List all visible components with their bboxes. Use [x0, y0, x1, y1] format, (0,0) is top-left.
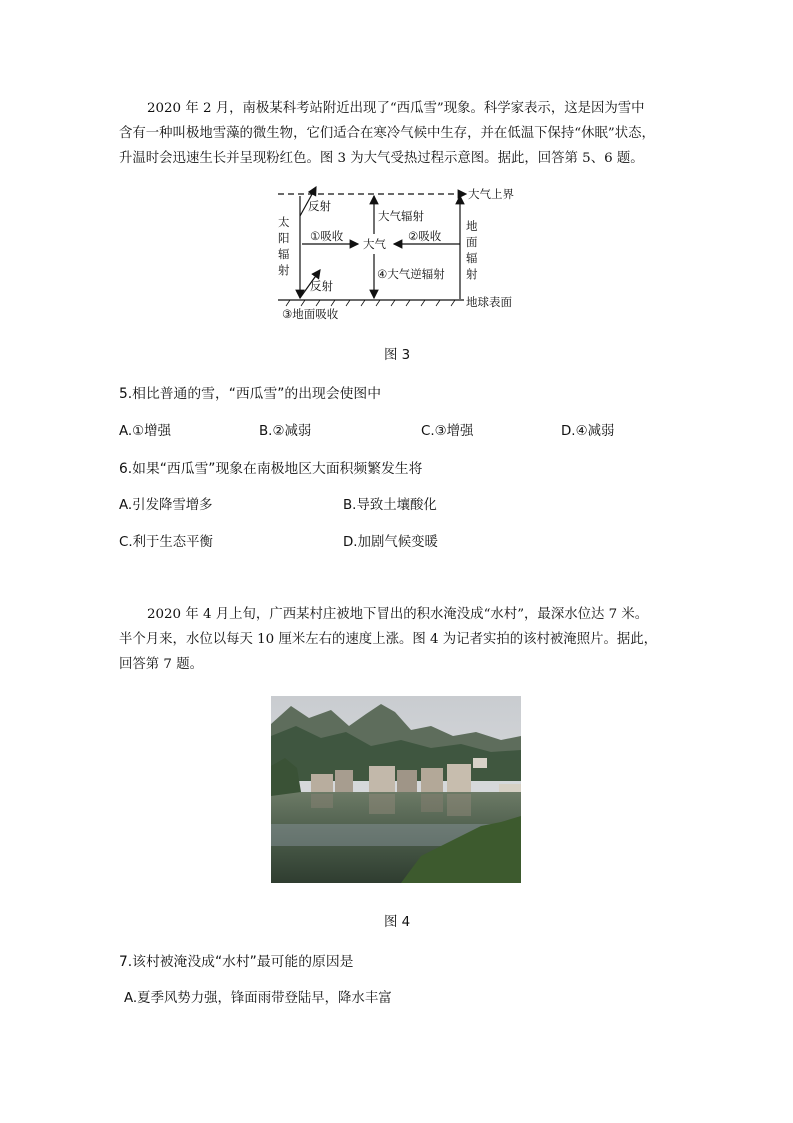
absorb1-label: ①吸收	[310, 229, 344, 243]
q6-option-a: A.引发降雪增多	[119, 498, 213, 513]
ground-char-2: 面	[466, 235, 478, 249]
intro2-line2: 半个月来，水位以每天 10 厘米左右的速度上涨。图 4 为记者实拍的该村被淹照片。据此，	[119, 632, 658, 647]
figure-4-photo	[271, 696, 521, 883]
q6-option-d: D.加剧气候变暖	[343, 535, 438, 550]
top-boundary-label: 大气上界	[468, 187, 514, 201]
counter-radiation-label: ④大气逆辐射	[377, 267, 445, 281]
solar-char-2: 阳	[278, 231, 290, 245]
solar-char-1: 太	[278, 215, 290, 229]
q5-option-b: B.②减弱	[259, 424, 312, 439]
intro-paragraph-2	[119, 602, 679, 627]
intro-paragraph-1	[119, 96, 679, 121]
intro1-line3: 升温时会迅速生长并呈现粉红色。图 3 为大气受热过程示意图。据此，回答第 5、6 题。	[119, 151, 644, 166]
ground-hatching	[286, 300, 455, 306]
figure-4-caption: 图 4	[384, 915, 411, 930]
figure-3-diagram	[270, 182, 530, 322]
q5-option-a: A.①增强	[119, 424, 171, 439]
solar-char-4: 射	[278, 263, 290, 277]
intro1-line1: 2020 年 2 月，南极某科考站附近出现了“西瓜雪”现象。科学家表示，这是因为雪中	[147, 101, 645, 116]
q6-option-b: B.导致土壤酸化	[343, 498, 437, 513]
question-6-stem: 6.如果“西瓜雪”现象在南极地区大面积频繁发生将	[119, 461, 423, 477]
ground-char-3: 辐	[466, 251, 478, 265]
absorb2-label: ②吸收	[408, 229, 442, 243]
intro2-line3: 回答第 7 题。	[119, 657, 203, 672]
ground-absorb-label: ③地面吸收	[282, 307, 339, 321]
q5-option-c: C.③增强	[421, 424, 474, 439]
intro-paragraph-2-cont	[119, 627, 679, 677]
ground-char-1: 地	[466, 219, 478, 233]
atmosphere-label: 大气	[363, 237, 386, 251]
q6-option-c: C.利于生态平衡	[119, 535, 213, 550]
solar-char-3: 辐	[278, 247, 290, 261]
figure-3-caption: 图 3	[384, 348, 411, 363]
question-5-stem: 5.相比普通的雪，“西瓜雪”的出现会使图中	[119, 386, 382, 402]
atm-radiation-label: 大气辐射	[378, 209, 424, 223]
intro-paragraph-1-cont	[119, 121, 679, 171]
q7-option-a: A.夏季风势力强，锋面雨带登陆早，降水丰富	[124, 991, 392, 1006]
question-7-stem: 7.该村被淹没成“水村”最可能的原因是	[119, 954, 354, 970]
reflect-top-label: 反射	[308, 199, 331, 213]
intro2-line1: 2020 年 4 月上旬，广西某村庄被地下冒出的积水淹没成“水村”，最深水位达 7 米。	[147, 607, 649, 622]
intro1-line2: 含有一种叫极地雪藻的微生物，它们适合在寒冷气候中生存，并在低温下保持“休眠”状态，	[119, 126, 655, 141]
ground-char-4: 射	[466, 267, 478, 281]
reflect-bottom-label: 反射	[310, 279, 333, 293]
q5-option-d: D.④减弱	[561, 424, 615, 439]
ground-label: 地球表面	[466, 295, 512, 309]
